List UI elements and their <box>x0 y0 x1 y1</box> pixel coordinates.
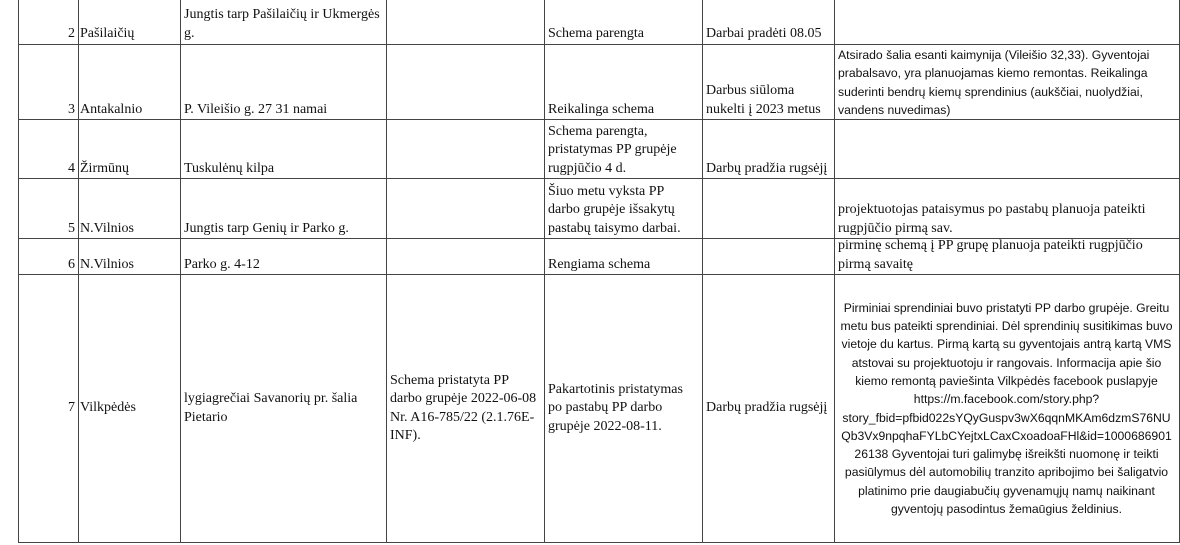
district-cell <box>79 120 179 178</box>
status-cell <box>545 0 701 43</box>
district-text: Vilkpėdės <box>80 400 136 416</box>
row-number <box>19 45 77 119</box>
object-cell <box>181 120 385 178</box>
status-cell <box>545 45 701 119</box>
district-cell <box>79 45 179 119</box>
object-cell <box>181 239 385 274</box>
comment-cell <box>835 0 1178 43</box>
district-cell <box>79 275 179 542</box>
status-text: Pakartotinis pristatymas po pastabų PP darbo grupėje 2022-08-11. <box>548 381 683 434</box>
presentation-cell <box>387 179 543 238</box>
grid-line <box>18 542 1180 543</box>
presentation-cell <box>387 0 543 43</box>
presentation-text: Schema pristatyta PP darbo grupėje 2022-06-08 Nr. A16-785/22 (2.1.76E-INF). <box>390 372 537 443</box>
project-status-table <box>18 0 1180 543</box>
comment-cell <box>835 275 1178 542</box>
status-text: Rengiama schema <box>548 256 651 272</box>
row-number-text: 6 <box>68 256 75 272</box>
works-cell <box>703 239 833 274</box>
works-cell <box>703 275 833 542</box>
object-text: lygiagrečiai Savanorių pr. šalia Pietario <box>184 391 358 425</box>
row-number-text: 7 <box>68 400 75 416</box>
row-number-text: 2 <box>68 25 75 41</box>
row-number-text: 5 <box>68 220 75 236</box>
object-text: Jungtis tarp Genių ir Parko g. <box>184 220 349 236</box>
comment-cell <box>835 120 1178 178</box>
presentation-cell <box>387 45 543 119</box>
status-cell <box>545 120 701 178</box>
object-text: Tuskulėnų kilpa <box>184 160 275 176</box>
district-cell <box>79 179 179 238</box>
district-cell <box>79 0 179 43</box>
object-cell <box>181 0 385 43</box>
district-text: N.Vilnios <box>80 220 134 236</box>
works-text: Darbai pradėti 08.05 <box>706 25 822 41</box>
row-number <box>19 239 77 274</box>
district-cell <box>79 239 179 274</box>
object-cell <box>181 275 385 542</box>
works-text: Darbus siūloma nukelti į 2023 metus <box>706 83 821 117</box>
works-cell <box>703 0 833 43</box>
works-cell <box>703 120 833 178</box>
presentation-cell <box>387 239 543 274</box>
row-number <box>19 0 77 43</box>
comment-cell <box>835 45 1178 119</box>
object-cell <box>181 179 385 238</box>
comment-text: projektuotojas pataisymus po pastabų planuoja pateikti rugpjūčio pirmą sav. <box>838 202 1146 236</box>
object-text: P. Vileišio g. 27 31 namai <box>184 101 328 117</box>
comment-text: Pirminiai sprendiniai buvo pristatyti PP darbo grupėje. Greitu metu bus pateikti sprendiniai. Dėl sprendinių susitikimas buvo vietoje du kartus. Pirmą kartą su gyventojais antrą kartą VMS atstovai su projektuotoju ir rangovais. Informacija apie šio kiemo remontą paviešinta Vilkpėdės facebook puslapyje https://m.facebook.com/story.php?story_fbid=pfbid022sYQyGuspv3wX6qqnMKAm6dzmS76NUQb3Vx9npqhaFYLbCYejtxLCaxCxoadoaFHl&id=100068690126138 Gyventojai turi galimybę išreikšti nuomonę ir teikti pasiūlymus dėl automobilių tranzito apribojimo bei šaligatvio platinimo prie daugiabučių gyvenamųjų namų naikinant gyventojų pasodintus žemaūgius želdinius. <box>840 300 1173 516</box>
row-number-text: 4 <box>68 160 75 176</box>
object-text: Parko g. 4-12 <box>184 256 260 272</box>
comment-cell <box>835 239 1178 274</box>
row-number-text: 3 <box>68 101 75 117</box>
object-cell <box>181 45 385 119</box>
district-text: Žirmūnų <box>80 160 129 176</box>
presentation-cell <box>387 120 543 178</box>
district-text: Antakalnio <box>80 101 143 117</box>
comment-text: pirminę schemą į PP grupę planuoja pateikti rugpjūčio pirmą savaitę <box>838 239 1143 272</box>
district-text: Pašilaičių <box>80 25 135 41</box>
status-text: Šiuo metu vyksta PP darbo grupėje išsakytų pastabų taisymo darbai. <box>548 183 681 236</box>
status-cell <box>545 179 701 238</box>
presentation-cell <box>387 275 543 542</box>
works-text: Darbų pradžia rugsėjį <box>706 400 828 416</box>
works-cell <box>703 179 833 238</box>
comment-cell <box>835 179 1178 238</box>
status-text: Schema parengta <box>548 25 645 41</box>
row-number <box>19 179 77 238</box>
comment-text: Atsirado šalia esanti kaimynija (Vileišio 32,33). Gyventojai prabalsavo, yra planuojamas kiemo remontas. Reikalinga suderinti bendrų kiemų sprendinius (aukščiai, nuolydžiai, vandens nuvedimas) <box>838 48 1150 117</box>
row-number <box>19 120 77 178</box>
status-cell <box>545 275 701 542</box>
status-text: Reikalinga schema <box>548 101 655 117</box>
row-number <box>19 275 77 542</box>
status-text: Schema parengta, pristatymas PP grupėje rugpjūčio 4 d. <box>548 123 677 176</box>
works-cell <box>703 45 833 119</box>
district-text: N.Vilnios <box>80 256 134 272</box>
works-text: Darbų pradžia rugsėjį <box>706 160 828 176</box>
status-cell <box>545 239 701 274</box>
object-text: Jungtis tarp Pašilaičių ir Ukmergės g. <box>184 7 380 41</box>
